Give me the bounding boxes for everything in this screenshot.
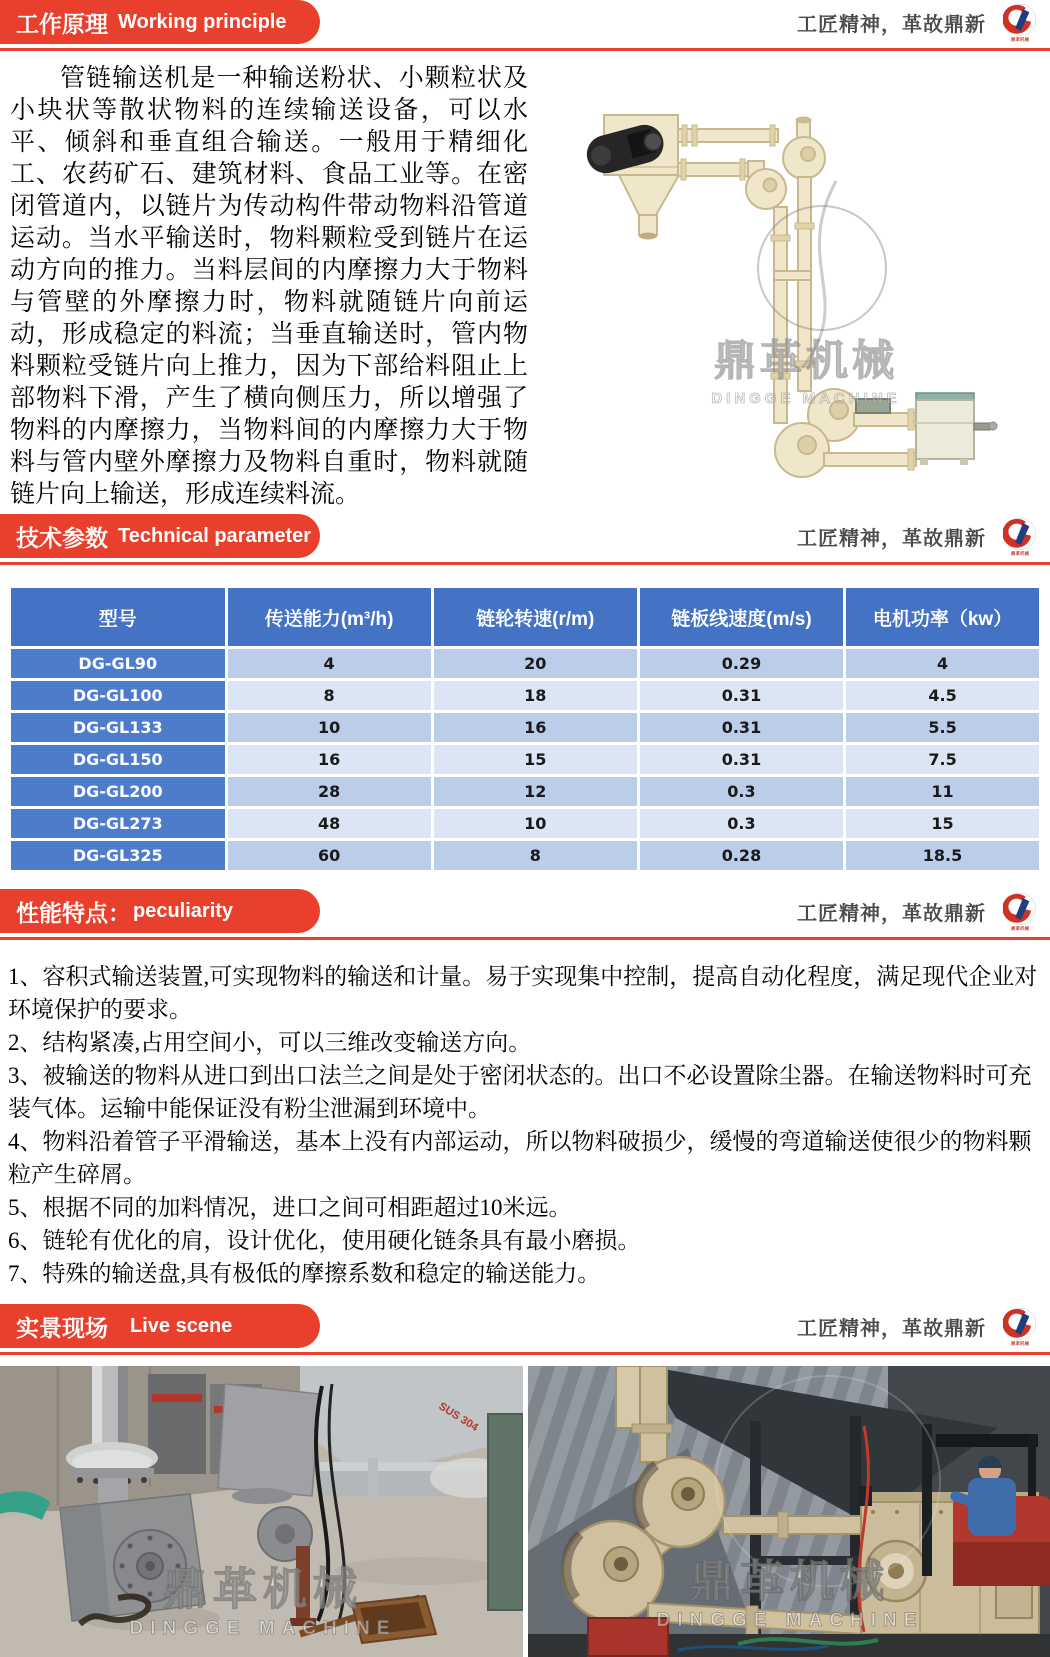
table-cell: 4	[226, 648, 432, 680]
table-cell: 10	[226, 712, 432, 744]
brand-logo-caption: 鼎革机械	[1000, 551, 1040, 556]
table-row	[10, 776, 1041, 808]
working-principle-header	[0, 0, 1050, 51]
table-cell: 16	[226, 744, 432, 776]
table-row	[10, 744, 1041, 776]
live-scene-header	[0, 1304, 1050, 1355]
table-row	[10, 680, 1041, 712]
header-title-en: Working principle	[118, 11, 287, 34]
feature-item: 1、容积式输送装置,可实现物料的输送和计量。易于实现集中控制，提高自动化程度，满足现代企业对环境保护的要求。	[8, 960, 1038, 1026]
model-cell: DG-GL273	[10, 808, 227, 840]
watermark-en: DINGGE MACHINE	[130, 1618, 397, 1639]
header-title-en: Technical parameter	[118, 525, 311, 548]
feature-item: 7、特殊的输送盘,具有极低的摩擦系数和稳定的输送能力。	[8, 1257, 1038, 1290]
brand-logo-icon	[1003, 892, 1037, 926]
table-cell: 11	[845, 776, 1041, 808]
table-cell: 8	[432, 840, 638, 872]
col-header-power: 电机功率（kw）	[845, 587, 1041, 648]
header-red-bar	[0, 1304, 320, 1348]
brand-logo-icon	[1003, 1307, 1037, 1341]
slogan-text: 工匠精神，革故鼎新	[797, 0, 986, 44]
col-header-line-speed: 链板线速度(m/s)	[638, 587, 844, 648]
header-red-bar	[0, 0, 320, 44]
header-title-zh: 技术参数	[16, 520, 108, 553]
feature-item: 6、链轮有优化的肩，设计优化，使用硬化链条具有最小磨损。	[8, 1224, 1038, 1257]
brand-logo-caption: 鼎革机械	[1000, 1341, 1040, 1346]
feature-item: 3、被输送的物料从进口到出口法兰之间是处于密闭状态的。出口不必设置除尘器。在输送物料时可充装气体。运输中能保证没有粉尘泄漏到环境中。	[8, 1059, 1038, 1125]
table-cell: 4.5	[845, 680, 1041, 712]
feed-unit	[583, 115, 679, 240]
model-cell: DG-GL90	[10, 648, 227, 680]
table-row	[10, 712, 1041, 744]
table-cell: 0.3	[638, 776, 844, 808]
model-cell: DG-GL133	[10, 712, 227, 744]
site-photo-left-image	[0, 1366, 523, 1657]
table-cell: 15	[845, 808, 1041, 840]
brand-logo	[998, 517, 1042, 557]
watermark	[130, 1565, 397, 1639]
model-cell: DG-GL100	[10, 680, 227, 712]
technical-parameter-table	[8, 585, 1042, 873]
table-cell: 20	[432, 648, 638, 680]
model-cell: DG-GL200	[10, 776, 227, 808]
table-cell: 48	[226, 808, 432, 840]
brand-logo	[998, 3, 1042, 43]
header-title-zh: 性能特点：	[16, 895, 131, 928]
table-cell: 12	[432, 776, 638, 808]
watermark-en: DINGGE MACHINE	[656, 1610, 923, 1631]
table-cell: 4	[845, 648, 1041, 680]
green-frame	[488, 1414, 523, 1610]
table-header-row	[10, 587, 1041, 648]
feature-item: 4、物料沿着管子平滑输送，基本上没有内部运动，所以物料破损少，缓慢的弯道输送使很少的物料颗粒产生碎屑。	[8, 1125, 1038, 1191]
table-cell: 0.28	[638, 840, 844, 872]
model-cell: DG-GL325	[10, 840, 227, 872]
brand-logo-icon	[1003, 517, 1037, 551]
table-cell: 16	[432, 712, 638, 744]
site-photo-right-image	[528, 1366, 1050, 1657]
slogan-text: 工匠精神，革故鼎新	[797, 889, 986, 933]
watermark-en: DINGGE MACHINE	[711, 390, 900, 407]
table-row	[10, 840, 1041, 872]
col-header-capacity: 传送能力(m³/h)	[226, 587, 432, 648]
table-cell: 15	[432, 744, 638, 776]
header-title-en: Live scene	[130, 1315, 232, 1338]
product-illustration	[528, 63, 1044, 498]
table-cell: 0.29	[638, 648, 844, 680]
col-header-model: 型号	[10, 587, 227, 648]
watermark-zh: 鼎革机械	[163, 1565, 363, 1614]
slogan-text: 工匠精神，革故鼎新	[797, 1304, 986, 1348]
peculiarity-header	[0, 889, 1050, 940]
sus-steel-label: SUS 304	[436, 1400, 480, 1434]
table-cell: 5.5	[845, 712, 1041, 744]
tube-chain-conveyor-drawing	[534, 63, 1039, 498]
table-cell: 28	[226, 776, 432, 808]
peculiarity-list	[0, 940, 1050, 1290]
table-cell: 0.3	[638, 808, 844, 840]
header-title-zh: 实景现场	[16, 1310, 108, 1343]
feature-item: 5、根据不同的加料情况，进口之间可相距超过10米远。	[8, 1191, 1038, 1224]
model-cell: DG-GL150	[10, 744, 227, 776]
table-cell: 10	[432, 808, 638, 840]
working-principle-section	[0, 51, 1050, 498]
watermark-zh: 鼎革机械	[690, 1557, 890, 1606]
working-principle-paragraph: 管链输送机是一种输送粉状、小颗粒状及小块状等散状物料的连续输送设备，可以水平、倾斜和垂直组合输送。一般用于精细化工、农药矿石、建筑材料、食品工业等。在密闭管道内，以链片为传动构件带动物料沿管道运动。当水平输送时，物料颗粒受到链片在运动方向的推力。当料层间的内摩擦力大于物料与管壁的外摩擦力时，物料就随链片向前运动，形成稳定的料流；当垂直输送时，管内物料颗粒受链片向上推力，因为下部给料阻止上部物料下滑，产生了横向侧压力，所以增强了物料的内摩擦力，当物料间的内摩擦力大于物料与管内壁外摩擦力及物料自重时，物料就随链片向上输送，形成连续料流。	[10, 63, 528, 498]
brand-logo-caption: 鼎革机械	[1000, 37, 1040, 42]
header-red-bar	[0, 889, 320, 933]
table-cell: 18	[432, 680, 638, 712]
brand-logo	[998, 1307, 1042, 1347]
table-row	[10, 808, 1041, 840]
watermark-zh: 鼎革机械	[714, 338, 898, 385]
site-photo-right	[528, 1366, 1050, 1657]
brand-logo-icon	[1003, 3, 1037, 37]
slogan-text: 工匠精神，革故鼎新	[797, 514, 986, 558]
hopper	[619, 175, 679, 215]
header-red-bar	[0, 514, 320, 558]
brand-logo	[998, 892, 1042, 932]
header-divider-line	[0, 562, 1050, 565]
table-cell: 0.31	[638, 744, 844, 776]
table-cell: 0.31	[638, 712, 844, 744]
table-cell: 7.5	[845, 744, 1041, 776]
live-scene-photos	[0, 1366, 1050, 1657]
header-title-en: peculiarity	[133, 900, 233, 923]
feature-item: 2、结构紧凑,占用空间小，可以三维改变输送方向。	[8, 1026, 1038, 1059]
brand-logo-caption: 鼎革机械	[1000, 926, 1040, 931]
header-divider-line	[0, 1352, 1050, 1355]
header-divider-line	[0, 48, 1050, 51]
site-photo-left	[0, 1366, 523, 1657]
header-divider-line	[0, 937, 1050, 940]
technical-parameter-header	[0, 514, 1050, 565]
corner-wheel-mid	[746, 161, 786, 209]
table-cell: 8	[226, 680, 432, 712]
table-row	[10, 648, 1041, 680]
table-cell: 0.31	[638, 680, 844, 712]
drive-box	[916, 400, 974, 459]
table-cell: 18.5	[845, 840, 1041, 872]
table-cell: 60	[226, 840, 432, 872]
col-header-sprocket-speed: 链轮转速(r/m)	[432, 587, 638, 648]
header-title-zh: 工作原理	[16, 6, 108, 39]
corner-wheel-top-right	[783, 117, 825, 180]
